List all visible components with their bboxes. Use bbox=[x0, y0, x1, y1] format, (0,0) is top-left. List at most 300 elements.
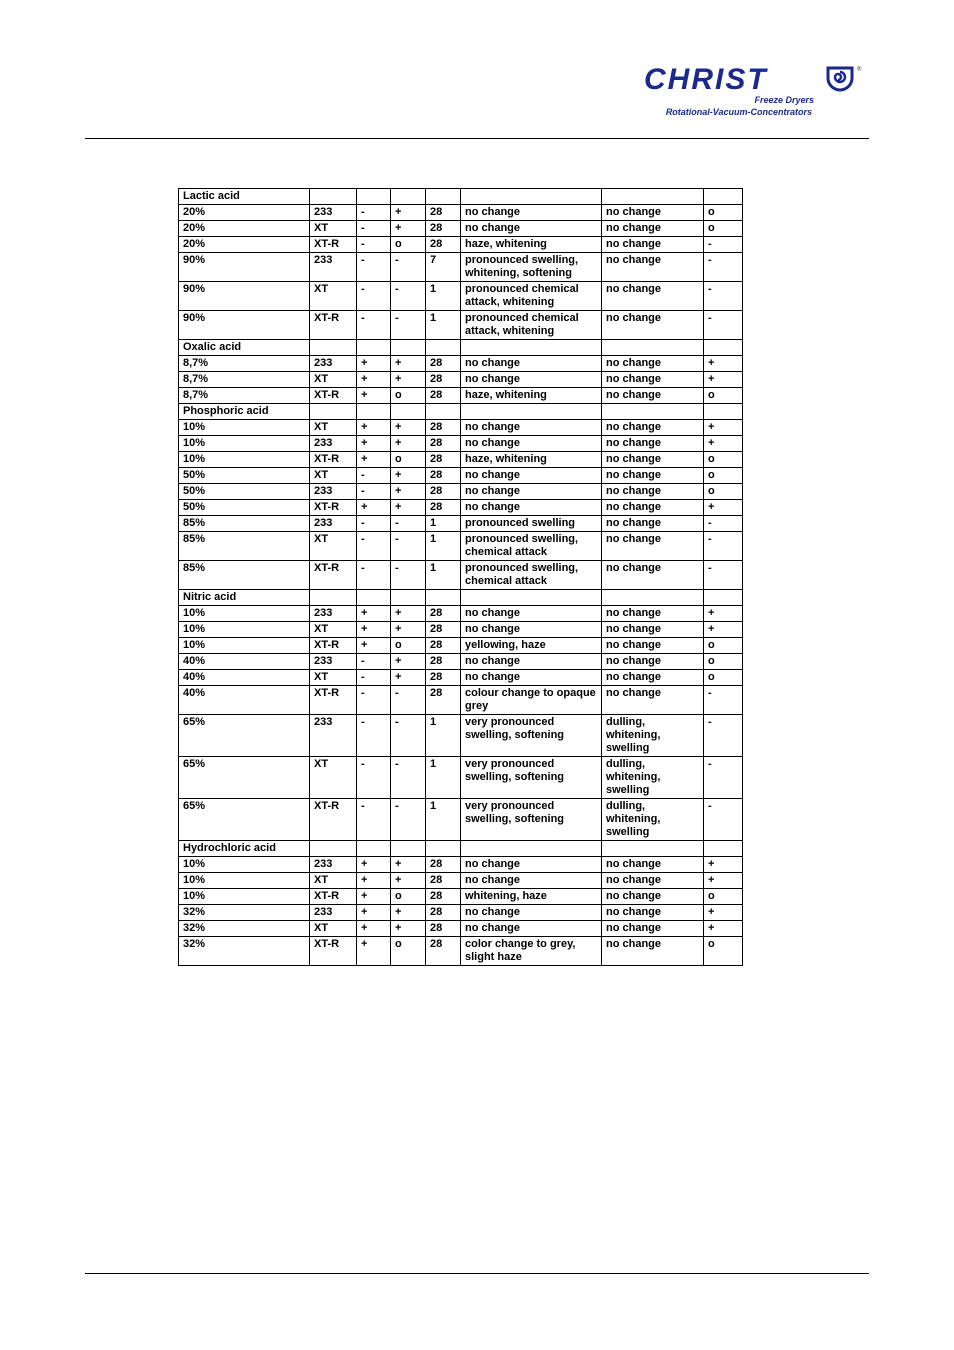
rating-a-cell: - bbox=[357, 757, 391, 799]
concentration-cell: 10% bbox=[179, 452, 310, 468]
overall-rating-cell: o bbox=[704, 889, 743, 905]
material-cell: XT bbox=[310, 532, 357, 561]
table-row bbox=[179, 606, 743, 622]
empty-cell bbox=[704, 404, 743, 420]
table-row bbox=[179, 221, 743, 237]
table-row bbox=[179, 857, 743, 873]
rating-b-cell: o bbox=[391, 452, 426, 468]
rating-a-cell: + bbox=[357, 500, 391, 516]
brand-tagline-freeze-dryers: Freeze Dryers bbox=[754, 95, 814, 105]
observation-1-cell: no change bbox=[461, 654, 602, 670]
table-row bbox=[179, 388, 743, 404]
observation-2-cell: no change bbox=[602, 372, 704, 388]
material-cell: XT-R bbox=[310, 561, 357, 590]
table-row bbox=[179, 500, 743, 516]
material-cell: XT bbox=[310, 921, 357, 937]
rating-b-cell: - bbox=[391, 311, 426, 340]
days-cell: 28 bbox=[426, 857, 461, 873]
rating-b-cell: o bbox=[391, 937, 426, 966]
chemical-resistance-table bbox=[178, 188, 743, 966]
rating-a-cell: + bbox=[357, 622, 391, 638]
overall-rating-cell: - bbox=[704, 532, 743, 561]
empty-cell bbox=[461, 590, 602, 606]
material-cell: XT bbox=[310, 757, 357, 799]
observation-1-cell: pronounced swelling, chemical attack bbox=[461, 532, 602, 561]
rating-b-cell: - bbox=[391, 282, 426, 311]
concentration-cell: 85% bbox=[179, 516, 310, 532]
days-cell: 7 bbox=[426, 253, 461, 282]
rating-a-cell: + bbox=[357, 937, 391, 966]
material-cell: XT-R bbox=[310, 799, 357, 841]
empty-cell bbox=[602, 340, 704, 356]
rating-b-cell: + bbox=[391, 905, 426, 921]
rating-b-cell: + bbox=[391, 356, 426, 372]
rating-a-cell: - bbox=[357, 468, 391, 484]
rating-a-cell: - bbox=[357, 221, 391, 237]
overall-rating-cell: o bbox=[704, 654, 743, 670]
section-name: Phosphoric acid bbox=[179, 404, 310, 420]
rating-a-cell: + bbox=[357, 638, 391, 654]
days-cell: 1 bbox=[426, 757, 461, 799]
empty-cell bbox=[704, 590, 743, 606]
rating-b-cell: + bbox=[391, 921, 426, 937]
rating-b-cell: o bbox=[391, 237, 426, 253]
overall-rating-cell: o bbox=[704, 452, 743, 468]
observation-2-cell: no change bbox=[602, 670, 704, 686]
days-cell: 28 bbox=[426, 937, 461, 966]
material-cell: 233 bbox=[310, 484, 357, 500]
table-row bbox=[179, 372, 743, 388]
section-header-row bbox=[179, 841, 743, 857]
days-cell: 28 bbox=[426, 420, 461, 436]
material-cell: XT-R bbox=[310, 388, 357, 404]
table-row bbox=[179, 905, 743, 921]
empty-cell bbox=[602, 590, 704, 606]
material-cell: 233 bbox=[310, 436, 357, 452]
days-cell: 28 bbox=[426, 484, 461, 500]
rating-b-cell: + bbox=[391, 670, 426, 686]
overall-rating-cell: + bbox=[704, 606, 743, 622]
concentration-cell: 10% bbox=[179, 889, 310, 905]
rating-b-cell: + bbox=[391, 484, 426, 500]
observation-2-cell: no change bbox=[602, 452, 704, 468]
material-cell: XT bbox=[310, 670, 357, 686]
rating-b-cell: + bbox=[391, 420, 426, 436]
empty-cell bbox=[310, 841, 357, 857]
observation-1-cell: no change bbox=[461, 372, 602, 388]
rating-a-cell: - bbox=[357, 253, 391, 282]
days-cell: 28 bbox=[426, 388, 461, 404]
overall-rating-cell: o bbox=[704, 937, 743, 966]
table-row bbox=[179, 638, 743, 654]
overall-rating-cell: - bbox=[704, 561, 743, 590]
empty-cell bbox=[426, 404, 461, 420]
rating-b-cell: + bbox=[391, 857, 426, 873]
table-row bbox=[179, 468, 743, 484]
empty-cell bbox=[391, 590, 426, 606]
observation-2-cell: no change bbox=[602, 654, 704, 670]
rating-a-cell: - bbox=[357, 670, 391, 686]
days-cell: 28 bbox=[426, 654, 461, 670]
rating-b-cell: + bbox=[391, 221, 426, 237]
rating-b-cell: + bbox=[391, 468, 426, 484]
empty-cell bbox=[391, 189, 426, 205]
observation-1-cell: no change bbox=[461, 873, 602, 889]
header-divider bbox=[85, 138, 869, 139]
overall-rating-cell: - bbox=[704, 715, 743, 757]
overall-rating-cell: + bbox=[704, 873, 743, 889]
observation-2-cell: no change bbox=[602, 253, 704, 282]
overall-rating-cell: + bbox=[704, 500, 743, 516]
days-cell: 28 bbox=[426, 921, 461, 937]
days-cell: 1 bbox=[426, 561, 461, 590]
table-row bbox=[179, 715, 743, 757]
days-cell: 28 bbox=[426, 452, 461, 468]
christ-logo-icon bbox=[640, 62, 870, 94]
concentration-cell: 20% bbox=[179, 205, 310, 221]
concentration-cell: 10% bbox=[179, 606, 310, 622]
days-cell: 28 bbox=[426, 372, 461, 388]
observation-1-cell: no change bbox=[461, 670, 602, 686]
rating-a-cell: - bbox=[357, 686, 391, 715]
concentration-cell: 40% bbox=[179, 686, 310, 715]
material-cell: 233 bbox=[310, 356, 357, 372]
overall-rating-cell: o bbox=[704, 468, 743, 484]
section-header-row bbox=[179, 340, 743, 356]
observation-1-cell: no change bbox=[461, 468, 602, 484]
material-cell: 233 bbox=[310, 205, 357, 221]
material-cell: XT bbox=[310, 873, 357, 889]
observation-2-cell: no change bbox=[602, 388, 704, 404]
concentration-cell: 40% bbox=[179, 654, 310, 670]
rating-a-cell: - bbox=[357, 237, 391, 253]
rating-a-cell: + bbox=[357, 921, 391, 937]
observation-2-cell: no change bbox=[602, 622, 704, 638]
observation-2-cell: no change bbox=[602, 638, 704, 654]
observation-2-cell: dulling, whitening, swelling bbox=[602, 757, 704, 799]
rating-b-cell: - bbox=[391, 561, 426, 590]
observation-1-cell: no change bbox=[461, 205, 602, 221]
rating-a-cell: + bbox=[357, 905, 391, 921]
empty-cell bbox=[357, 841, 391, 857]
empty-cell bbox=[391, 841, 426, 857]
empty-cell bbox=[426, 340, 461, 356]
observation-2-cell: no change bbox=[602, 561, 704, 590]
brand-tagline-concentrators: Rotational-Vacuum-Concentrators bbox=[665, 107, 812, 117]
material-cell: XT bbox=[310, 221, 357, 237]
empty-cell bbox=[310, 590, 357, 606]
table-row bbox=[179, 937, 743, 966]
empty-cell bbox=[704, 189, 743, 205]
days-cell: 28 bbox=[426, 221, 461, 237]
table-row bbox=[179, 670, 743, 686]
concentration-cell: 50% bbox=[179, 500, 310, 516]
material-cell: XT-R bbox=[310, 686, 357, 715]
empty-cell bbox=[602, 189, 704, 205]
empty-cell bbox=[602, 404, 704, 420]
overall-rating-cell: - bbox=[704, 686, 743, 715]
table-row bbox=[179, 205, 743, 221]
days-cell: 28 bbox=[426, 686, 461, 715]
table-row bbox=[179, 452, 743, 468]
empty-cell bbox=[426, 590, 461, 606]
overall-rating-cell: - bbox=[704, 311, 743, 340]
concentration-cell: 50% bbox=[179, 468, 310, 484]
rating-a-cell: - bbox=[357, 516, 391, 532]
rating-b-cell: + bbox=[391, 372, 426, 388]
rating-a-cell: - bbox=[357, 282, 391, 311]
days-cell: 28 bbox=[426, 606, 461, 622]
rating-b-cell: + bbox=[391, 606, 426, 622]
rating-a-cell: - bbox=[357, 715, 391, 757]
concentration-cell: 10% bbox=[179, 638, 310, 654]
observation-1-cell: pronounced chemical attack, whitening bbox=[461, 282, 602, 311]
overall-rating-cell: - bbox=[704, 799, 743, 841]
empty-cell bbox=[391, 340, 426, 356]
empty-cell bbox=[704, 340, 743, 356]
observation-1-cell: very pronounced swelling, softening bbox=[461, 799, 602, 841]
concentration-cell: 90% bbox=[179, 282, 310, 311]
concentration-cell: 65% bbox=[179, 799, 310, 841]
empty-cell bbox=[391, 404, 426, 420]
observation-2-cell: no change bbox=[602, 873, 704, 889]
days-cell: 28 bbox=[426, 670, 461, 686]
overall-rating-cell: o bbox=[704, 205, 743, 221]
overall-rating-cell: + bbox=[704, 857, 743, 873]
overall-rating-cell: - bbox=[704, 516, 743, 532]
overall-rating-cell: o bbox=[704, 670, 743, 686]
empty-cell bbox=[310, 340, 357, 356]
observation-2-cell: no change bbox=[602, 686, 704, 715]
overall-rating-cell: o bbox=[704, 484, 743, 500]
material-cell: XT-R bbox=[310, 452, 357, 468]
section-name: Oxalic acid bbox=[179, 340, 310, 356]
observation-1-cell: colour change to opaque grey bbox=[461, 686, 602, 715]
material-cell: 233 bbox=[310, 905, 357, 921]
concentration-cell: 90% bbox=[179, 253, 310, 282]
rating-b-cell: - bbox=[391, 686, 426, 715]
observation-2-cell: no change bbox=[602, 606, 704, 622]
days-cell: 28 bbox=[426, 468, 461, 484]
rating-b-cell: + bbox=[391, 873, 426, 889]
rating-b-cell: - bbox=[391, 799, 426, 841]
observation-1-cell: no change bbox=[461, 420, 602, 436]
days-cell: 28 bbox=[426, 905, 461, 921]
table-row bbox=[179, 484, 743, 500]
observation-2-cell: no change bbox=[602, 468, 704, 484]
observation-1-cell: no change bbox=[461, 606, 602, 622]
table-row bbox=[179, 873, 743, 889]
concentration-cell: 85% bbox=[179, 532, 310, 561]
days-cell: 1 bbox=[426, 311, 461, 340]
days-cell: 1 bbox=[426, 532, 461, 561]
rating-a-cell: + bbox=[357, 606, 391, 622]
concentration-cell: 32% bbox=[179, 905, 310, 921]
observation-2-cell: no change bbox=[602, 857, 704, 873]
observation-1-cell: pronounced chemical attack, whitening bbox=[461, 311, 602, 340]
overall-rating-cell: - bbox=[704, 282, 743, 311]
rating-a-cell: - bbox=[357, 799, 391, 841]
empty-cell bbox=[357, 590, 391, 606]
observation-1-cell: no change bbox=[461, 484, 602, 500]
days-cell: 1 bbox=[426, 282, 461, 311]
registered-mark: ® bbox=[857, 67, 862, 73]
observation-2-cell: no change bbox=[602, 420, 704, 436]
concentration-cell: 50% bbox=[179, 484, 310, 500]
footer-divider bbox=[85, 1273, 869, 1274]
days-cell: 28 bbox=[426, 873, 461, 889]
empty-cell bbox=[461, 189, 602, 205]
observation-1-cell: haze, whitening bbox=[461, 388, 602, 404]
material-cell: XT bbox=[310, 282, 357, 311]
days-cell: 28 bbox=[426, 205, 461, 221]
observation-2-cell: no change bbox=[602, 237, 704, 253]
table-row bbox=[179, 516, 743, 532]
concentration-cell: 10% bbox=[179, 436, 310, 452]
rating-b-cell: + bbox=[391, 205, 426, 221]
overall-rating-cell: o bbox=[704, 638, 743, 654]
observation-2-cell: no change bbox=[602, 516, 704, 532]
observation-1-cell: no change bbox=[461, 857, 602, 873]
material-cell: 233 bbox=[310, 516, 357, 532]
empty-cell bbox=[426, 841, 461, 857]
empty-cell bbox=[357, 340, 391, 356]
material-cell: 233 bbox=[310, 253, 357, 282]
observation-1-cell: no change bbox=[461, 436, 602, 452]
days-cell: 28 bbox=[426, 237, 461, 253]
empty-cell bbox=[461, 841, 602, 857]
rating-a-cell: - bbox=[357, 484, 391, 500]
days-cell: 28 bbox=[426, 638, 461, 654]
concentration-cell: 85% bbox=[179, 561, 310, 590]
overall-rating-cell: + bbox=[704, 622, 743, 638]
empty-cell bbox=[704, 841, 743, 857]
overall-rating-cell: + bbox=[704, 420, 743, 436]
observation-2-cell: no change bbox=[602, 921, 704, 937]
table-row bbox=[179, 561, 743, 590]
rating-a-cell: + bbox=[357, 388, 391, 404]
rating-b-cell: o bbox=[391, 638, 426, 654]
rating-a-cell: - bbox=[357, 654, 391, 670]
rating-b-cell: - bbox=[391, 253, 426, 282]
rating-a-cell: - bbox=[357, 561, 391, 590]
observation-2-cell: no change bbox=[602, 889, 704, 905]
observation-1-cell: very pronounced swelling, softening bbox=[461, 757, 602, 799]
table-row bbox=[179, 282, 743, 311]
material-cell: 233 bbox=[310, 857, 357, 873]
concentration-cell: 8,7% bbox=[179, 356, 310, 372]
table-row bbox=[179, 654, 743, 670]
observation-1-cell: haze, whitening bbox=[461, 452, 602, 468]
observation-1-cell: pronounced swelling, chemical attack bbox=[461, 561, 602, 590]
observation-2-cell: dulling, whitening, swelling bbox=[602, 715, 704, 757]
days-cell: 28 bbox=[426, 500, 461, 516]
material-cell: XT bbox=[310, 372, 357, 388]
concentration-cell: 32% bbox=[179, 937, 310, 966]
observation-1-cell: yellowing, haze bbox=[461, 638, 602, 654]
observation-2-cell: no change bbox=[602, 356, 704, 372]
observation-2-cell: no change bbox=[602, 905, 704, 921]
rating-a-cell: + bbox=[357, 372, 391, 388]
section-header-row bbox=[179, 189, 743, 205]
empty-cell bbox=[461, 404, 602, 420]
days-cell: 1 bbox=[426, 715, 461, 757]
observation-2-cell: no change bbox=[602, 205, 704, 221]
observation-2-cell: no change bbox=[602, 500, 704, 516]
concentration-cell: 65% bbox=[179, 715, 310, 757]
overall-rating-cell: + bbox=[704, 372, 743, 388]
table-row bbox=[179, 622, 743, 638]
material-cell: XT bbox=[310, 622, 357, 638]
table-row bbox=[179, 237, 743, 253]
overall-rating-cell: - bbox=[704, 237, 743, 253]
brand-wordmark: CHRIST bbox=[644, 63, 768, 94]
observation-1-cell: no change bbox=[461, 500, 602, 516]
observation-1-cell: no change bbox=[461, 921, 602, 937]
empty-cell bbox=[602, 841, 704, 857]
brand-logo bbox=[640, 62, 870, 122]
material-cell: 233 bbox=[310, 606, 357, 622]
material-cell: XT-R bbox=[310, 638, 357, 654]
table-row bbox=[179, 311, 743, 340]
days-cell: 1 bbox=[426, 516, 461, 532]
empty-cell bbox=[357, 404, 391, 420]
observation-1-cell: pronounced swelling bbox=[461, 516, 602, 532]
rating-b-cell: o bbox=[391, 388, 426, 404]
concentration-cell: 10% bbox=[179, 420, 310, 436]
observation-1-cell: haze, whitening bbox=[461, 237, 602, 253]
observation-1-cell: no change bbox=[461, 905, 602, 921]
rating-a-cell: - bbox=[357, 205, 391, 221]
empty-cell bbox=[461, 340, 602, 356]
overall-rating-cell: - bbox=[704, 757, 743, 799]
table-body bbox=[179, 189, 743, 966]
concentration-cell: 20% bbox=[179, 221, 310, 237]
material-cell: XT bbox=[310, 468, 357, 484]
material-cell: XT bbox=[310, 420, 357, 436]
overall-rating-cell: + bbox=[704, 921, 743, 937]
material-cell: XT-R bbox=[310, 500, 357, 516]
observation-2-cell: no change bbox=[602, 436, 704, 452]
concentration-cell: 20% bbox=[179, 237, 310, 253]
observation-1-cell: no change bbox=[461, 221, 602, 237]
concentration-cell: 32% bbox=[179, 921, 310, 937]
rating-b-cell: - bbox=[391, 757, 426, 799]
observation-2-cell: no change bbox=[602, 311, 704, 340]
section-name: Hydrochloric acid bbox=[179, 841, 310, 857]
section-name: Nitric acid bbox=[179, 590, 310, 606]
rating-b-cell: + bbox=[391, 622, 426, 638]
material-cell: XT-R bbox=[310, 937, 357, 966]
material-cell: XT-R bbox=[310, 237, 357, 253]
observation-2-cell: no change bbox=[602, 532, 704, 561]
concentration-cell: 10% bbox=[179, 873, 310, 889]
rating-b-cell: o bbox=[391, 889, 426, 905]
table-row bbox=[179, 686, 743, 715]
overall-rating-cell: o bbox=[704, 221, 743, 237]
overall-rating-cell: o bbox=[704, 388, 743, 404]
rating-b-cell: + bbox=[391, 436, 426, 452]
rating-a-cell: + bbox=[357, 452, 391, 468]
table-row bbox=[179, 889, 743, 905]
rating-a-cell: - bbox=[357, 311, 391, 340]
observation-1-cell: very pronounced swelling, softening bbox=[461, 715, 602, 757]
observation-2-cell: dulling, whitening, swelling bbox=[602, 799, 704, 841]
rating-a-cell: + bbox=[357, 889, 391, 905]
material-cell: 233 bbox=[310, 715, 357, 757]
observation-1-cell: pronounced swelling, whitening, softening bbox=[461, 253, 602, 282]
empty-cell bbox=[310, 404, 357, 420]
